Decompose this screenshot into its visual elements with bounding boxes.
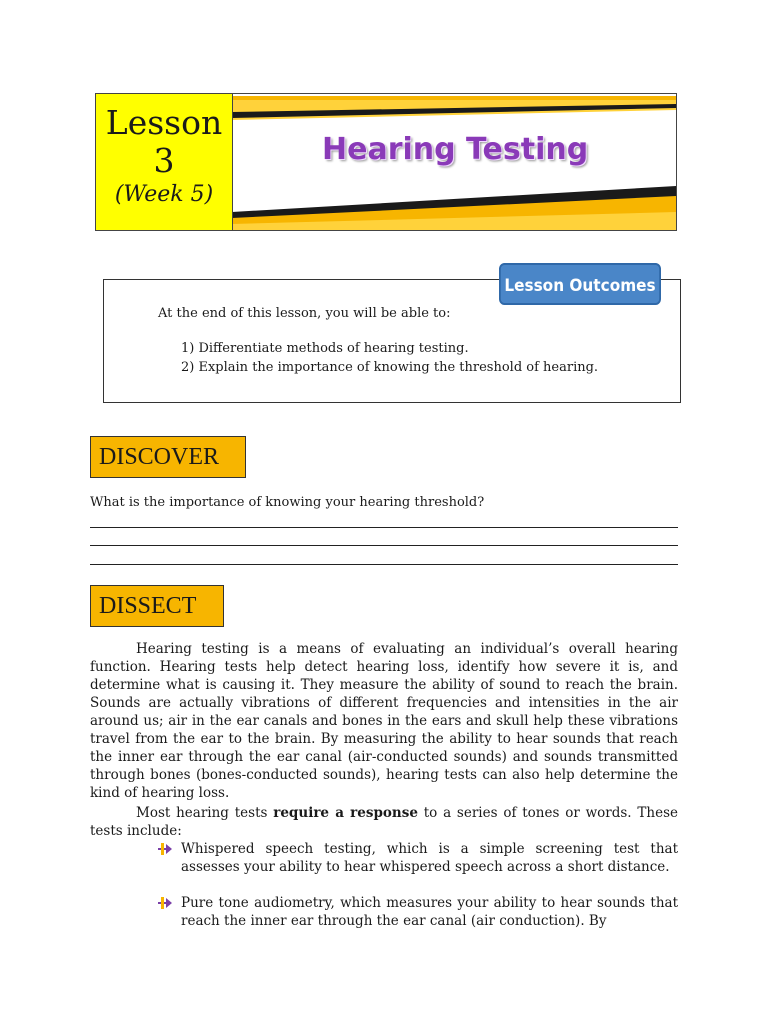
paragraph-text: to a series of tones or words. These tests include: (90, 805, 678, 839)
arrow-bullet-icon (158, 896, 173, 910)
bold-phrase: require a response (273, 805, 418, 821)
lesson-number-box (96, 94, 233, 230)
bullet-item: Pure tone audiometry, which measures your ability to hear sounds that reach the inner ear through the ear canal (air conduction). By (181, 895, 678, 929)
bullet-item: Whispered speech testing, which is a simple screening test that assesses your ability to hear whispered speech across a short distance. (181, 841, 678, 875)
discover-heading: DISCOVER (90, 436, 246, 478)
outcomes-intro: At the end of this lesson, you will be able to: (158, 306, 451, 321)
lesson-outcomes-tab: Lesson Outcomes (499, 263, 661, 305)
week-label: (Week 5) (114, 182, 214, 207)
outcome-item: 2) Explain the importance of knowing the threshold of hearing. (181, 360, 599, 375)
answer-line (90, 527, 678, 528)
dissect-paragraph (90, 804, 678, 840)
lesson-word: Lesson (105, 103, 223, 142)
discover-question: What is the importance of knowing your hearing threshold? (90, 495, 485, 510)
lesson-banner (95, 93, 677, 231)
answer-line (90, 564, 678, 565)
lesson-number: 3 (153, 141, 175, 180)
lesson-title: Hearing Testing (322, 132, 589, 167)
answer-line (90, 545, 678, 546)
outcome-item: 1) Differentiate methods of hearing testing. (181, 341, 469, 356)
arrow-bullet-icon (158, 842, 173, 856)
dissect-heading: DISSECT (90, 585, 224, 627)
paragraph-text: Most hearing tests (136, 805, 274, 821)
dissect-paragraph: Hearing testing is a means of evaluating an individual’s overall hearing function. Hearing tests help detect hearing loss, identify how severe it is, and determine what is causing it. They measure the ability of sound to reach the brain. Sounds are actually vibrations of different frequencies and intensities in the air around us; air in the ear canals and bones in the ears and skull help these vibrations travel from the ear to the brain. By measuring the ability to hear sounds that reach the inner ear through the ear canal (air-conducted sounds) and sounds transmitted through bones (bones-conducted sounds), hearing tests can also help determine the kind of hearing loss. (90, 641, 678, 801)
